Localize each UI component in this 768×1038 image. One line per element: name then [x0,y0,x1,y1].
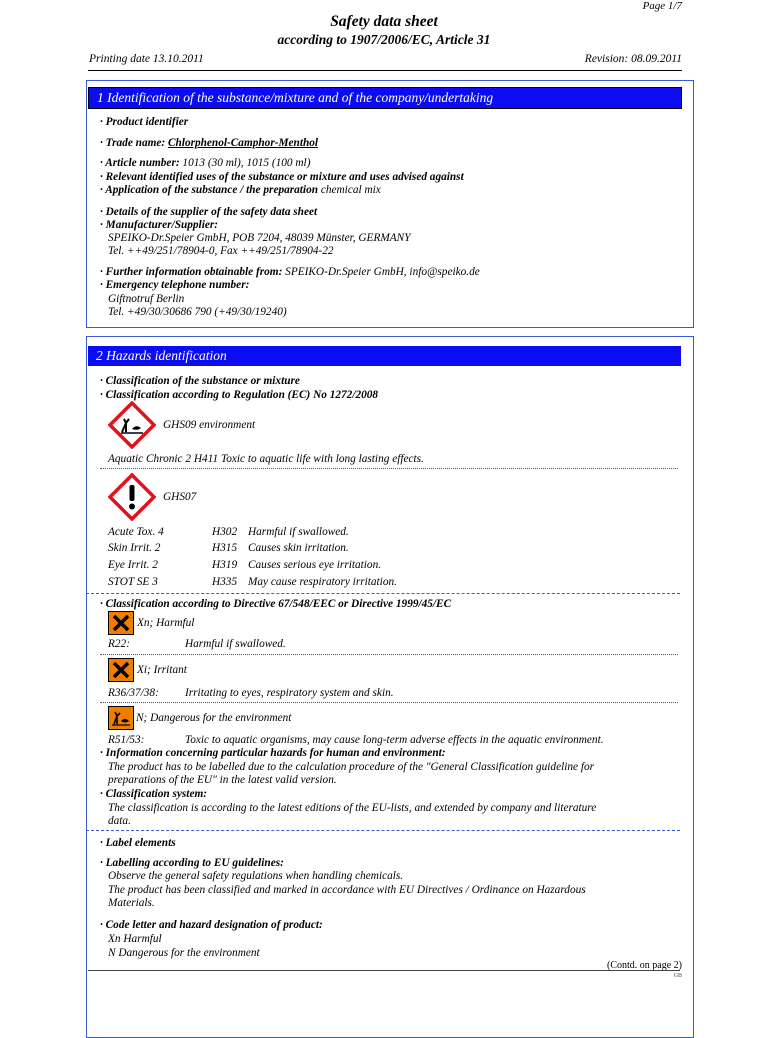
footer-divider [88,970,680,971]
code-letter-label: · Code letter and hazard designation of product: [100,919,323,931]
classification-regulation: · Classification according to Regulation (EC) No 1272/2008 [100,389,379,401]
manufacturer-label: · Manufacturer/Supplier: [100,219,219,231]
printing-date: Printing date 13.10.2011 [89,53,204,65]
hazard-class: Skin Irrit. 2 [108,542,161,554]
application-label: · Application of the substance / the preparation [100,184,319,196]
r36-text: Irritating to eyes, respiratory system and skin. [185,687,394,699]
hazard-text: May cause respiratory irritation. [248,576,397,588]
irritant-x-icon [108,658,134,682]
supplier-details: · Details of the supplier of the safety data sheet [100,206,318,218]
revision-date: Revision: 08.09.2011 [584,53,682,65]
emergency-name: Giftnotruf Berlin [108,293,185,305]
aquatic-chronic-line: Aquatic Chronic 2 H411 Toxic to aquatic life with long lasting effects. [108,453,424,465]
supplier-address: SPEIKO-Dr.Speier GmbH, POB 7204, 48039 Münster, GERMANY [108,232,411,244]
labelling-line-3: Materials. [108,897,155,909]
classification-system-label: · Classification system: [100,788,208,800]
header-divider [88,70,682,71]
classification-system-line-1: The classification is according to the latest editions of the EU-lists, and extended by company and literature [108,802,597,814]
info-hazards-line-1: The product has to be labelled due to the calculation procedure of the "General Classification guideline for [108,761,595,773]
trade-name: Chlorphenol-Camphor-Menthol [167,137,319,149]
hazard-text: Causes skin irritation. [248,542,349,554]
info-hazards-label: · Information concerning particular hazards for human and environment: [100,747,446,759]
environment-hazard-icon [108,706,134,730]
further-info-value: SPEIKO-Dr.Speier GmbH, info@speiko.de [282,266,480,278]
article-number-label: · Article number: [100,157,180,169]
xi-label: Xi; Irritant [137,664,187,676]
labelling-label: · Labelling according to EU guidelines: [100,857,284,869]
continued-note: (Contd. on page 2) [607,960,682,971]
document-subtitle: according to 1907/2006/EC, Article 31 [277,32,491,47]
xn-label: Xn; Harmful [137,617,195,629]
classification-label: · Classification of the substance or mixture [100,375,300,387]
hazard-class: Eye Irrit. 2 [108,559,158,571]
supplier-tel: Tel. ++49/251/78904-0, Fax ++49/251/78904-22 [108,245,334,257]
code-n: N Dangerous for the environment [108,947,260,959]
hazard-code: H302 [212,526,238,538]
hazard-class: Acute Tox. 4 [108,526,164,538]
page-number: Page 1/7 [642,0,682,12]
section-1-heading: 1 Identification of the substance/mixture and of the company/undertaking [88,87,682,109]
label-elements: · Label elements [100,837,176,849]
hazard-text: Harmful if swallowed. [248,526,349,538]
hazard-class: STOT SE 3 [108,576,158,588]
code-xn: Xn Harmful [108,933,162,945]
trade-name-row [100,136,318,150]
emergency-tel: Tel. +49/30/30686 790 (+49/30/19240) [108,306,287,318]
harmful-x-icon [108,611,134,635]
ghs07-label: GHS07 [163,491,197,503]
article-number-value: 1013 (30 ml), 1015 (100 ml) [179,157,311,169]
ghs09-label: GHS09 environment [163,419,256,431]
application-row [100,183,381,197]
n-label: N; Dangerous for the environment [136,712,292,724]
hazard-text: Causes serious eye irritation. [248,559,382,571]
directive-classification: · Classification according to Directive 67/548/EEC or Directive 1999/45/EC [100,598,452,610]
labelling-line-1: Observe the general safety regulations when handling chemicals. [108,870,404,882]
emergency-label: · Emergency telephone number: [100,279,250,291]
dotted-divider [100,702,678,703]
hazard-code: H335 [212,576,238,588]
application-value: chemical mix [318,184,381,196]
dashed-divider [86,593,680,594]
classification-system-line-2: data. [108,815,131,827]
ghs09-environment-icon [108,401,156,449]
dotted-divider [100,468,678,469]
r22-text: Harmful if swallowed. [185,638,286,650]
further-info-label: · Further information obtainable from: [100,266,283,278]
country-code: GB [673,973,682,979]
dashed-divider [86,830,680,831]
product-identifier: · Product identifier [100,116,189,128]
document-title: Safety data sheet [330,13,438,30]
r51-text: Toxic to aquatic organisms, may cause long-term adverse effects in the aquatic environment. [185,734,604,746]
info-hazards-line-2: preparations of the EU" in the latest valid version. [108,774,337,786]
dotted-divider [100,654,678,655]
labelling-line-2: The product has been classified and marked in accordance with EU Directives / Ordinance on Hazardous [108,884,586,896]
ghs07-exclamation-icon [108,473,156,521]
r22-code: R22: [108,638,130,650]
hazard-code: H319 [212,559,238,571]
article-number-row [100,156,310,170]
hazard-code: H315 [212,542,238,554]
further-info-row [100,265,480,279]
r36-code: R36/37/38: [108,687,159,699]
section-2-heading: 2 Hazards identification [88,346,681,366]
trade-name-label: · Trade name: [100,137,168,149]
relevant-uses: · Relevant identified uses of the substance or mixture and uses advised against [100,171,464,183]
r51-code: R51/53: [108,734,145,746]
